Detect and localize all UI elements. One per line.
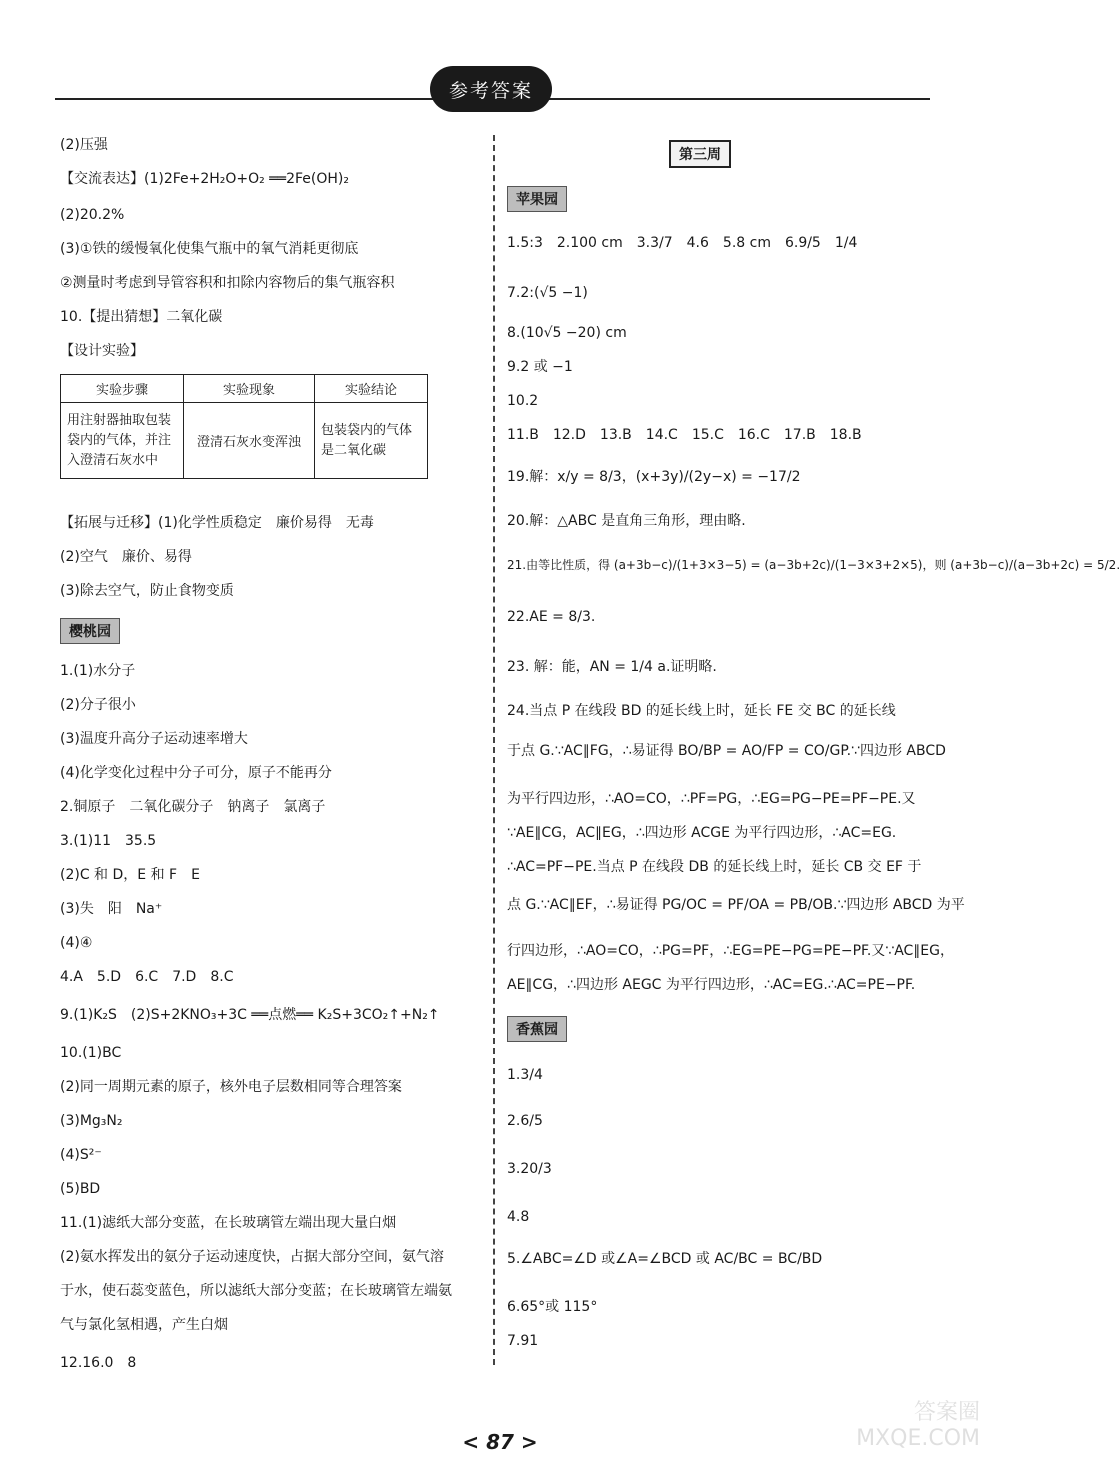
section-title: 苹果园: [507, 186, 567, 212]
section-title: 香蕉园: [507, 1016, 567, 1042]
week-title: 第三周: [669, 140, 731, 168]
answer-line: 【拓展与迁移】(1)化学性质稳定 廉价易得 无毒: [60, 515, 374, 531]
answer-line: (2)氨水挥发出的氨分子运动速度快，占据大部分空间，氨气溶: [60, 1249, 444, 1265]
table-cell: 包装袋内的气体是二氧化碳: [315, 403, 428, 479]
section-title: 樱桃园: [60, 618, 120, 644]
table-header: 实验现象: [184, 375, 315, 403]
answer-line: 6.65°或 115°: [507, 1299, 598, 1315]
answer-line: (3)Mg₃N₂: [60, 1113, 123, 1129]
answer-line: (4)④: [60, 935, 93, 951]
answer-line: (3)温度升高分子运动速率增大: [60, 731, 248, 747]
answer-line: 9.2 或 −1: [507, 359, 573, 375]
answer-line: ∴AC=PF−PE.当点 P 在线段 DB 的延长线上时，延长 CB 交 EF 于: [507, 859, 922, 875]
watermark: 答案圈 MXQE.COM: [856, 1400, 980, 1451]
answer-line: 为平行四边形，∴AO=CO，∴PF=PG，∴EG=PG−PE=PF−PE.又: [507, 791, 916, 807]
table-header: 实验步骤: [61, 375, 184, 403]
answer-line: (2)20.2%: [60, 207, 125, 223]
answer-line: 20.解：△ABC 是直角三角形，理由略.: [507, 513, 746, 529]
answer-line: AE∥CG，∴四边形 AEGC 为平行四边形，∴AC=EG.∴AC=PE−PF.: [507, 977, 916, 993]
answer-line: 3.(1)11 35.5: [60, 833, 157, 849]
answer-line: 4.8: [507, 1209, 530, 1225]
answer-line: (5)BD: [60, 1181, 101, 1197]
answer-line: (4)化学变化过程中分子可分，原子不能再分: [60, 765, 332, 781]
answer-line: ②测量时考虑到导管容积和扣除内容物后的集气瓶容积: [60, 275, 395, 291]
answer-line: 7.2:(√5 −1): [507, 285, 588, 301]
answer-line: ∵AE∥CG，AC∥EG，∴四边形 ACGE 为平行四边形，∴AC=EG.: [507, 825, 897, 841]
answer-line: 10.【提出猜想】二氧化碳: [60, 309, 223, 325]
answer-line: 3.20/3: [507, 1161, 552, 1177]
table-cell: 澄清石灰水变浑浊: [184, 403, 315, 479]
answer-line: 4.A 5.D 6.C 7.D 8.C: [60, 969, 234, 985]
answer-line: 2.铜原子 二氧化碳分子 钠离子 氯离子: [60, 799, 326, 815]
answer-line: 10.(1)BC: [60, 1045, 122, 1061]
answer-line: 21.由等比性质，得 (a+3b−c)/(1+3×3−5) = (a−3b+2c)/(1−3×3+2×5)，则 (a+3b−c)/(a−3b+2c) = 5/2.: [507, 558, 1120, 572]
answer-line: 5.∠ABC=∠D 或∠A=∠BCD 或 AC/BC = BC/BD: [507, 1251, 823, 1267]
answer-line: 7.91: [507, 1333, 539, 1349]
answer-line: 行四边形，∴AO=CO，∴PG=PF，∴EG=PE−PG=PE−PF.又∵AC∥EG，: [507, 943, 955, 959]
answer-line: 气与氯化氢相遇，产生白烟: [60, 1317, 228, 1333]
page-number: < 87 >: [462, 1430, 538, 1454]
answer-line: 点 G.∵AC∥EF，∴易证得 PG/OC = PF/OA = PB/OB.∵四边形 ABCD 为平: [507, 897, 965, 913]
answer-line: 9.(1)K₂S (2)S+2KNO₃+3C ══点燃══ K₂S+3CO₂↑+N₂↑: [60, 1007, 440, 1023]
answer-line: (2)压强: [60, 137, 108, 153]
answer-line: (3)除去空气，防止食物变质: [60, 583, 234, 599]
experiment-table: [60, 374, 428, 479]
table-header: 实验结论: [315, 375, 428, 403]
answer-line: 于水，使石蕊变蓝色，所以滤纸大部分变蓝；在长玻璃管左端氨: [60, 1283, 452, 1299]
column-divider: [493, 135, 495, 1365]
answer-line: 2.6/5: [507, 1113, 543, 1129]
answer-line: 1.3/4: [507, 1067, 543, 1083]
answer-line: 24.当点 P 在线段 BD 的延长线上时，延长 FE 交 BC 的延长线: [507, 703, 896, 719]
answer-line: 1.5:3 2.100 cm 3.3/7 4.6 5.8 cm 6.9/5 1/4: [507, 235, 858, 251]
answer-line: (2)同一周期元素的原子，核外电子层数相同等合理答案: [60, 1079, 402, 1095]
answer-line: 11.(1)滤纸大部分变蓝，在长玻璃管左端出现大量白烟: [60, 1215, 397, 1231]
answer-line: 1.(1)水分子: [60, 663, 136, 679]
answer-line: 19.解：x/y = 8/3，(x+3y)/(2y−x) = −17/2: [507, 469, 801, 485]
answer-line: 8.(10√5 −20) cm: [507, 325, 627, 341]
answer-line: (2)C 和 D，E 和 F E: [60, 867, 200, 883]
answer-line: 12.16.0 8: [60, 1355, 137, 1371]
answer-line: 于点 G.∵AC∥FG，∴易证得 BO/BP = AO/FP = CO/GP.∵四边形 ABCD: [507, 743, 946, 759]
answer-line: (3)①铁的缓慢氧化使集气瓶中的氧气消耗更彻底: [60, 241, 359, 257]
answer-line: 22.AE = 8/3.: [507, 609, 596, 625]
answer-line: 【设计实验】: [60, 343, 144, 359]
answer-line: 11.B 12.D 13.B 14.C 15.C 16.C 17.B 18.B: [507, 427, 862, 443]
answer-line: (4)S²⁻: [60, 1147, 102, 1163]
table-cell: 用注射器抽取包装袋内的气体，并注入澄清石灰水中: [61, 403, 184, 479]
answer-line: (2)分子很小: [60, 697, 136, 713]
answer-line: 【交流表达】(1)2Fe+2H₂O+O₂ ══2Fe(OH)₂: [60, 171, 349, 187]
answer-line: 10.2: [507, 393, 539, 409]
answer-line: (2)空气 廉价、易得: [60, 549, 192, 565]
answer-line: (3)失 阳 Na⁺: [60, 901, 163, 917]
header-title: 参考答案: [430, 66, 552, 112]
answer-line: 23. 解：能，AN = 1/4 a.证明略.: [507, 659, 717, 675]
